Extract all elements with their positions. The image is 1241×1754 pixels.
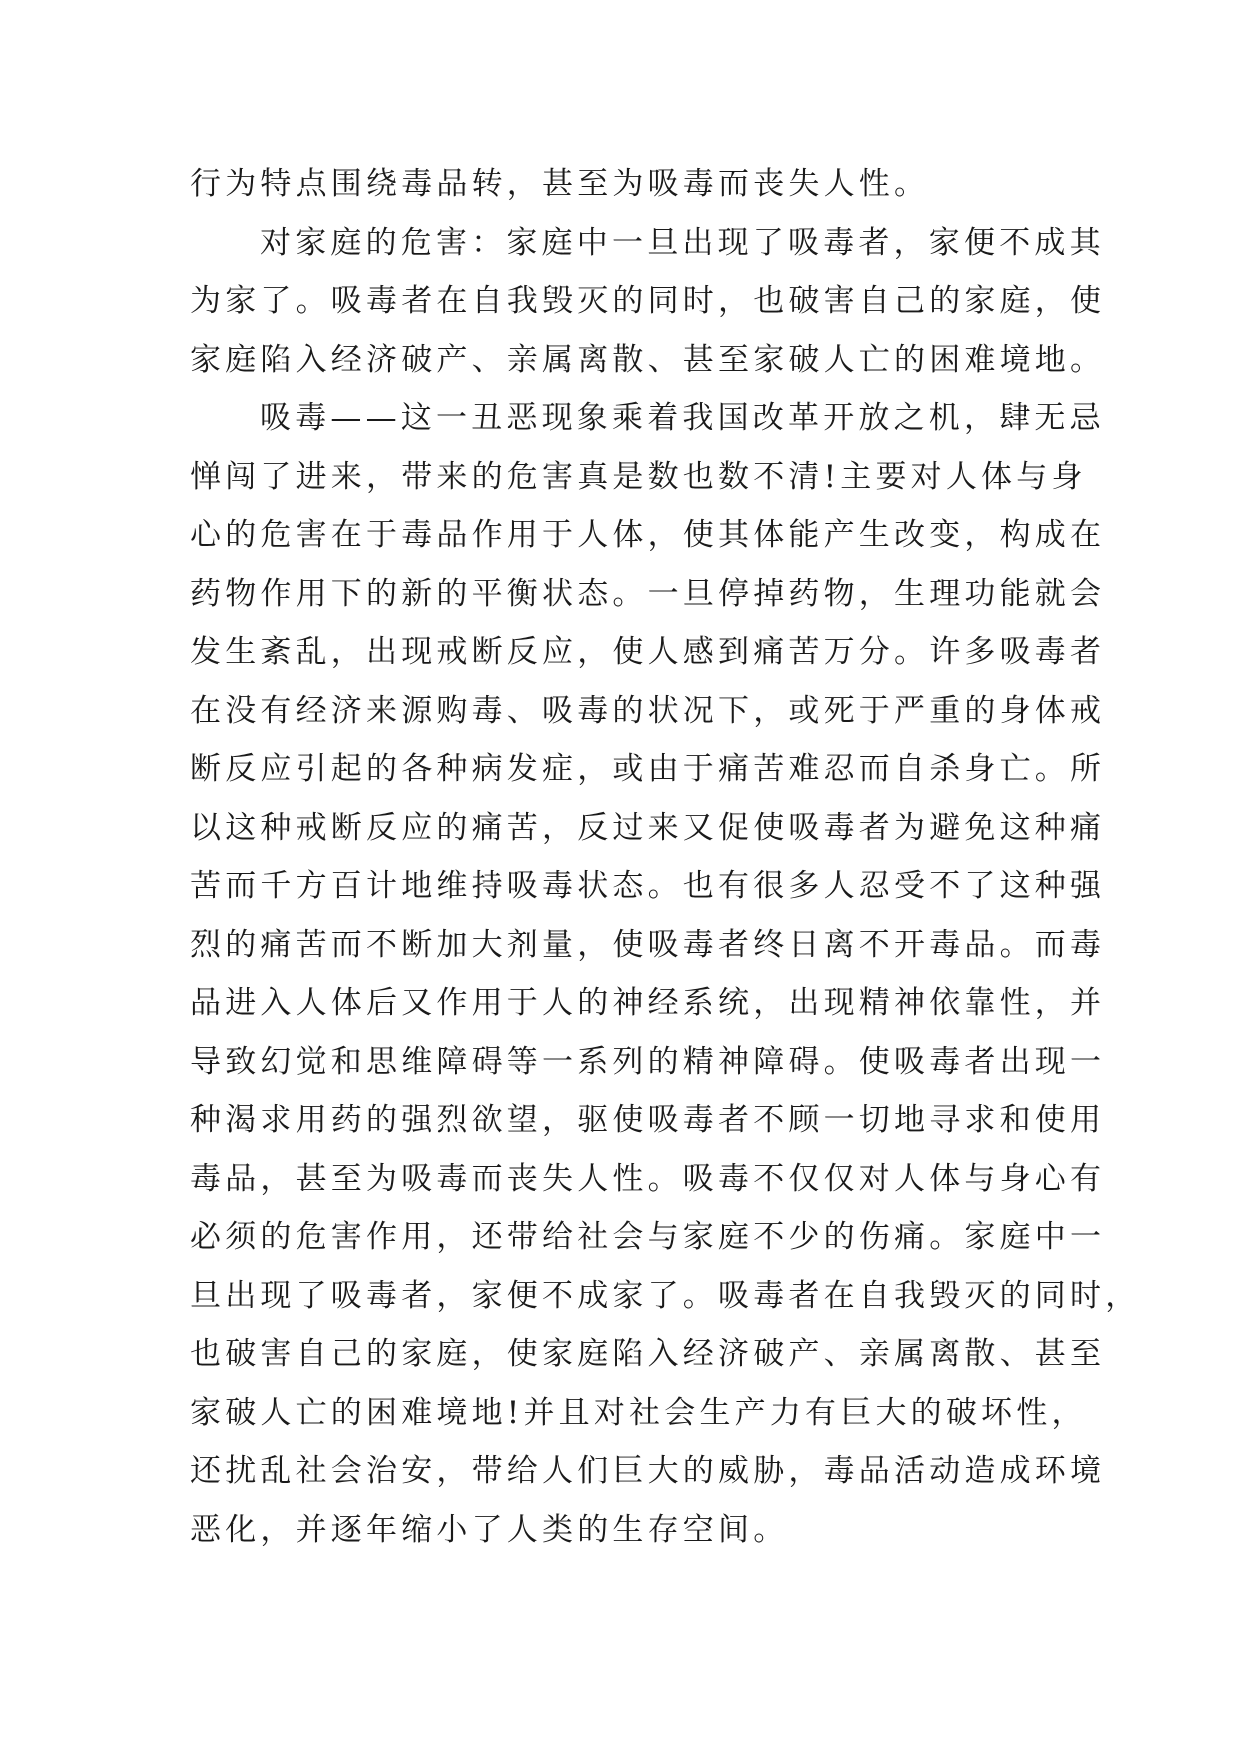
text-line: 恶化，并逐年缩小了人类的生存空间。 bbox=[190, 1511, 789, 1548]
text-line: 药物作用下的新的平衡状态。一旦停掉药物，生理功能就会 bbox=[190, 575, 1106, 612]
text-line: 家庭陷入经济破产、亲属离散、甚至家破人亡的困难境地。 bbox=[190, 341, 1106, 378]
body-text bbox=[190, 155, 1141, 1559]
text-line: 发生紊乱，出现戒断反应，使人感到痛苦万分。许多吸毒者 bbox=[190, 634, 1106, 670]
text-line: 烈的痛苦而不断加大剂量，使吸毒者终日离不开毒品。而毒 bbox=[190, 926, 1106, 963]
text-line: 苦而千方百计地维持吸毒状态。也有很多人忍受不了这种强 bbox=[190, 868, 1106, 904]
text-line: 毒品，甚至为吸毒而丧失人性。吸毒不仅仅对人体与身心有 bbox=[190, 1160, 1106, 1197]
text-line: 为家了。吸毒者在自我毁灭的同时，也破害自己的家庭，使 bbox=[190, 283, 1106, 319]
text-line: 必须的危害作用，还带给社会与家庭不少的伤痛。家庭中一 bbox=[190, 1219, 1106, 1255]
text-line: 还扰乱社会治安，带给人们巨大的威胁，毒品活动造成环境 bbox=[190, 1453, 1106, 1489]
text-line: 吸毒——这一丑恶现象乘着我国改革开放之机，肆无忌 bbox=[260, 400, 1105, 436]
text-line: 行为特点围绕毒品转，甚至为吸毒而丧失人性。 bbox=[190, 166, 930, 202]
text-line: 在没有经济来源购毒、吸毒的状况下，或死于严重的身体戒 bbox=[190, 692, 1106, 729]
text-line: 以这种戒断反应的痛苦，反过来又促使吸毒者为避免这种痛 bbox=[190, 809, 1106, 846]
text-line: 旦出现了吸毒者，家便不成家了。吸毒者在自我毁灭的同时， bbox=[190, 1277, 1141, 1314]
text-line: 断反应引起的各种病发症，或由于痛苦难忍而自杀身亡。所 bbox=[190, 751, 1106, 787]
text-line: 心的危害在于毒品作用于人体，使其体能产生改变，构成在 bbox=[190, 517, 1106, 553]
text-line: 家破人亡的困难境地!并且对社会生产力有巨大的破坏性， bbox=[190, 1394, 1087, 1431]
text-line: 也破害自己的家庭，使家庭陷入经济破产、亲属离散、甚至 bbox=[190, 1336, 1106, 1372]
text-line: 种渴求用药的强烈欲望，驱使吸毒者不顾一切地寻求和使用 bbox=[190, 1102, 1106, 1138]
text-line: 导致幻觉和思维障碍等一系列的精神障碍。使吸毒者出现一 bbox=[190, 1043, 1106, 1080]
text-line: 惮闯了进来，带来的危害真是数也数不清!主要对人体与身 bbox=[190, 458, 1087, 495]
text-line: 对家庭的危害：家庭中一旦出现了吸毒者，家便不成其 bbox=[260, 224, 1105, 261]
text-line: 品进入人体后又作用于人的神经系统，出现精神依靠性，并 bbox=[190, 985, 1106, 1021]
